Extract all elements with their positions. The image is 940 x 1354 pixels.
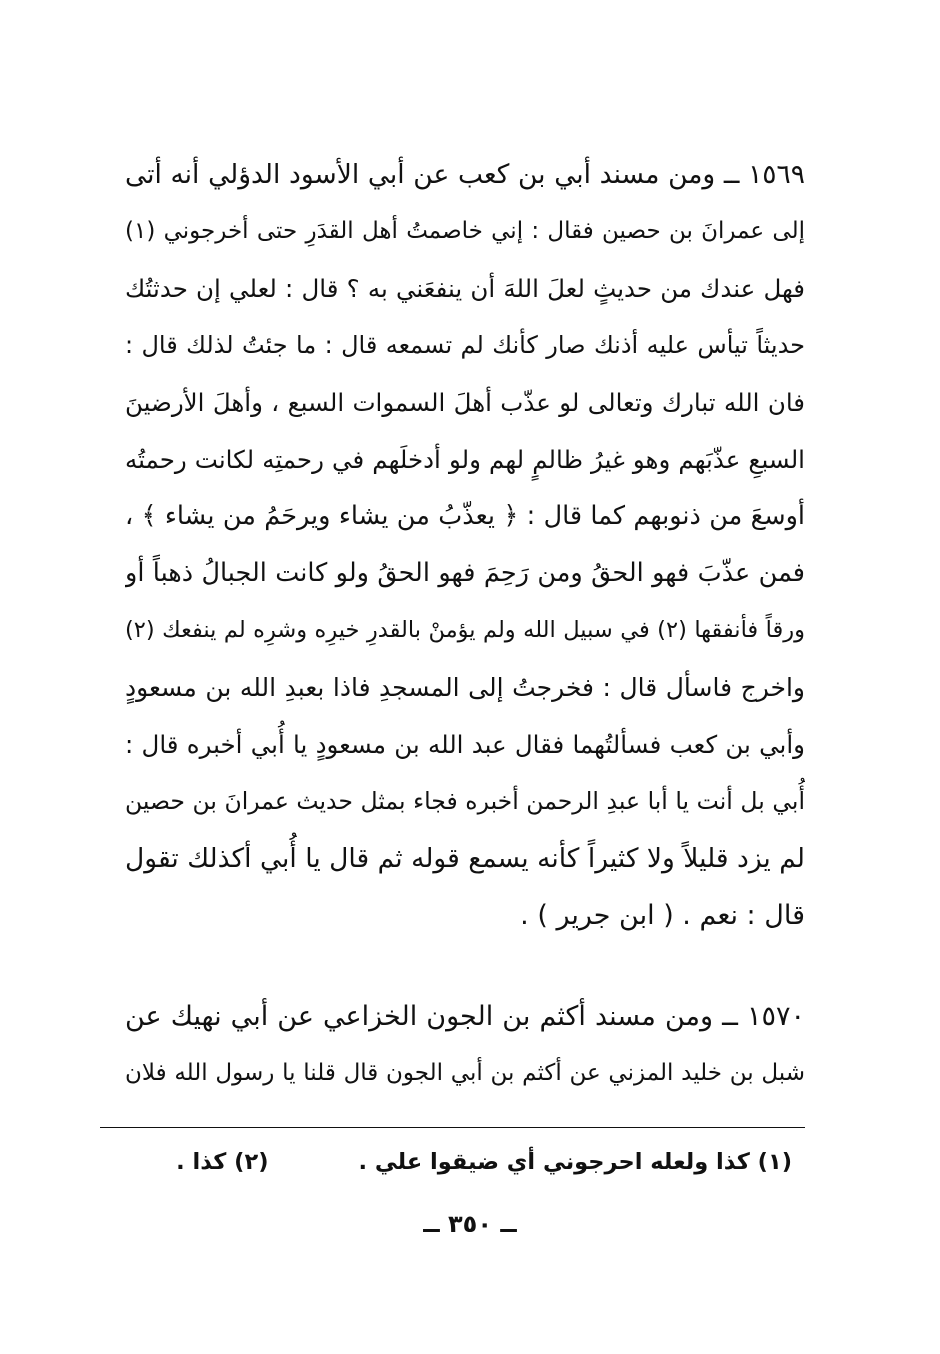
text-line: واخرج فاسأل قال : فخرجتُ إلى المسجدِ فاذا بعبدِ الله بن مسعودٍ	[125, 673, 805, 702]
footnote-2: (٢) كذا .	[176, 1149, 269, 1175]
text-line: لم يزد قليلاً ولا كثيراً كأنه يسمع قوله ثم قال يا أُبي أكذلك تقول	[125, 843, 805, 874]
text-line: ١٥٧٠ ــ ومن مسند أكثم بن الجون الخزاعي عن أبي نهيك عن	[125, 1001, 805, 1032]
hadith-1570-paragraph	[125, 988, 805, 1102]
text-line: حديثاً تيأس عليه أذنك صار كأنك لم تسمعه قال : ما جئتُ لذلك قال :	[125, 331, 805, 359]
text-line: أوسعَ من ذنوبهم كما قال : ﴿ يعذّبُ من يشاء ويرحَمُ من يشاء ﴾ ،	[125, 501, 805, 531]
text-line: السبعِ عذّبَهم وهو غيرُ ظالمٍ لهم ولو أدخلَهم في رحمتِه لكانت رحمتُه	[125, 445, 805, 474]
footnote-divider	[100, 1127, 805, 1128]
text-line: إلى عمرانَ بن حصين فقال : إني خاصمتُ أهل القدَرِ حتى أخرجوني (١)	[125, 218, 805, 244]
text-line: شبل بن خليد المزني عن أكثم بن أبي الجون قال قلنا يا رسول الله فلان	[125, 1060, 805, 1086]
hadith-1569-paragraph	[125, 146, 805, 944]
text-line: فمن عذّبَ فهو الحقُ ومن رَحِمَ فهو الحقُ ولو كانت الجبالُ ذهباً أو	[125, 558, 805, 588]
text-line: فهل عندك من حديثٍ لعلَ اللهَ أن ينفعَني به ؟ قال : لعلي إن حدثتُك	[125, 274, 805, 303]
page-number: ــ ٣٥٠ ــ	[423, 1210, 517, 1238]
footnote-1: (١) كذا ولعله احرجوني أي ضيقوا علي .	[358, 1149, 792, 1175]
text-line: أُبي بل أنت يا أبا عبدِ الرحمن أخبره فجاء بمثل حديث عمرانَ بن حصين	[125, 787, 805, 815]
text-line: قال : نعم . ( ابن جرير ) .	[520, 900, 805, 931]
text-line: فان الله تبارك وتعالى لو عذّب أهلَ السموات السبع ، وأهلَ الأرضينَ	[125, 388, 805, 417]
text-line: ورقاً فأنفقها (٢) في سبيل الله ولم يؤمنْ بالقدرِ خيرِه وشرِه لم ينفعك (٢)	[125, 617, 805, 643]
text-line: ١٥٦٩ ــ ومن مسند أبي بن كعب عن أبي الأسود الدؤلي أنه أتى	[125, 159, 805, 190]
footnotes	[172, 1140, 792, 1184]
text-line: وأبي بن كعب فسألتُهما فقال عبد الله بن مسعودٍ يا أُبي أخبره قال :	[125, 730, 805, 759]
